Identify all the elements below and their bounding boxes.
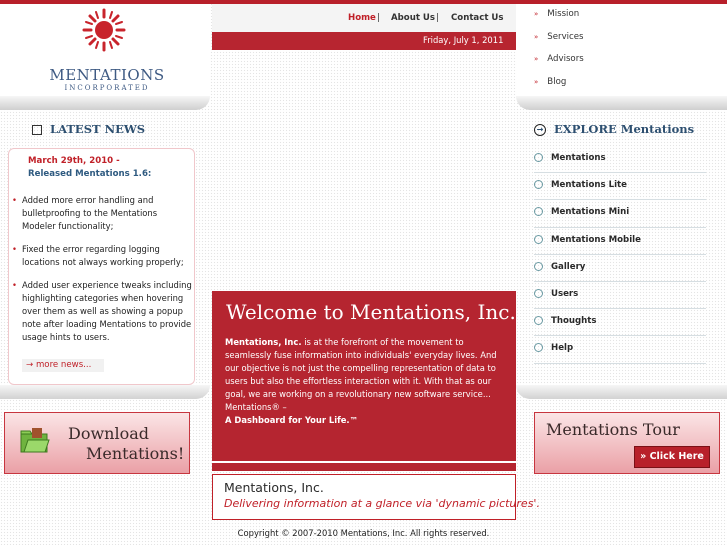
circle-bullet-icon [534,153,543,162]
explore-list [534,146,706,364]
arrow-circle-icon: → [534,124,546,136]
more-news-label: more news... [35,360,92,370]
circle-bullet-icon [534,316,543,325]
arrow-right-icon: → [26,360,36,370]
explore-item-label: Mentations Mobile [551,234,641,245]
explore-item-label: Gallery [551,261,586,272]
left-fold-divider-2 [0,385,210,399]
menu-item-advisors[interactable] [534,54,584,77]
list-item [12,279,192,344]
news-list [12,194,192,354]
explore-item-mentations-mini[interactable] [534,200,706,227]
nav-contact-link[interactable]: Contact Us [451,13,504,23]
explore-item-label: Users [551,288,579,299]
explore-item-label: Help [551,343,574,354]
nav-home-link[interactable]: Home [348,13,376,23]
menu-item-mission[interactable] [534,9,584,32]
explore-item-label: Mentations Mini [551,207,630,218]
explore-item-mentations-mobile[interactable] [534,228,706,255]
explore-item-gallery[interactable] [534,255,706,282]
bullet-icon: » [534,77,539,86]
copyright-text: Copyright © 2007-2010 Mentations, Inc. All rights reserved. [237,528,490,538]
circle-bullet-icon [534,289,543,298]
download-label-line2: Mentations! [86,444,185,463]
welcome-prefix: Welcome to [226,300,344,324]
bullet-icon: • [12,280,17,290]
explore-item-thoughts[interactable] [534,309,706,336]
current-date: Friday, July 1, 2011 [423,35,504,45]
right-fold-divider [516,96,727,110]
circle-bullet-icon [534,180,543,189]
nav-separator: | [436,13,439,23]
news-release-title: Released Mentations 1.6: [28,169,152,179]
more-news-link[interactable] [22,359,104,372]
download-label-line1: Download [68,424,149,443]
logo-subtitle: INCORPORATED [64,84,150,92]
tagline-slogan: Delivering information at a glance via 'dynamic pictures'. [224,497,540,510]
right-fold-divider-2 [516,385,727,399]
circle-bullet-icon [534,235,543,244]
explore-item-help[interactable] [534,336,706,363]
sun-logo-icon[interactable] [82,8,126,52]
bullet-icon: » [534,10,539,18]
explore-item-mentations-lite[interactable] [534,173,706,200]
news-item-text: Fixed the error regarding logging locations not always working properly; [22,244,184,267]
news-item-text: Added user experience tweaks including highlighting categories when hovering over them as well as showing a popup note after loading Mentations to provide usage hints to users. [22,280,192,342]
circle-bullet-icon [534,262,543,271]
menu-item-label: Mission [547,9,580,19]
nav-separator: | [377,13,380,23]
explore-heading [534,122,694,136]
top-right-menu [534,9,584,99]
tagline-name: Mentations, Inc. [224,480,324,495]
latest-news-heading [32,122,202,136]
nav-about-link[interactable]: About Us [391,13,436,23]
menu-item-label: Advisors [547,54,584,64]
welcome-brand: Mentations, Inc. [350,300,516,324]
click-here-button[interactable]: » Click Here [634,446,710,468]
explore-item-label: Mentations [551,153,606,163]
bullet-icon: • [12,244,17,254]
welcome-title [226,300,516,324]
welcome-body [225,336,509,427]
center-divider-bar [212,463,516,471]
welcome-tagline: A Dashboard for Your Life.™ [225,415,358,425]
explore-title: EXPLORE Mentations [554,122,695,136]
menu-item-label: Services [547,31,584,42]
menu-item-label: Blog [547,76,567,87]
logo-wordmark[interactable]: MENTATIONS [49,66,165,84]
menu-item-services[interactable] [534,32,584,55]
welcome-text: is at the forefront of the movement to seamlessly fuse information into individuals' everyday lives. And our objective is not just the compelling representation of data to users but also the effortless interaction with it. With that as our goal, we are working on a revolutionary new software service... Mentations® – [225,337,497,412]
bullet-icon: » [534,32,539,41]
left-fold-divider [0,96,210,110]
welcome-lead: Mentations, Inc. [225,337,302,347]
explore-item-mentations[interactable] [534,146,706,173]
latest-news-title: LATEST NEWS [50,122,146,136]
bullet-icon: » [534,55,539,63]
circle-bullet-icon [534,343,543,352]
list-item [12,194,192,233]
news-item-text: Added more error handling and bulletproofing to the Mentations Modeler functionality; [22,195,158,231]
list-item [12,243,192,269]
tour-title: Mentations Tour [546,420,680,439]
explore-item-label: Mentations Lite [551,180,627,191]
folder-download-icon [20,428,50,454]
news-date: March 29th, 2010 - [28,156,120,166]
circle-bullet-icon [534,207,543,216]
explore-item-users[interactable] [534,282,706,309]
explore-item-label: Thoughts [551,316,597,327]
arrow-box-icon [32,125,42,135]
bullet-icon: • [12,195,17,205]
